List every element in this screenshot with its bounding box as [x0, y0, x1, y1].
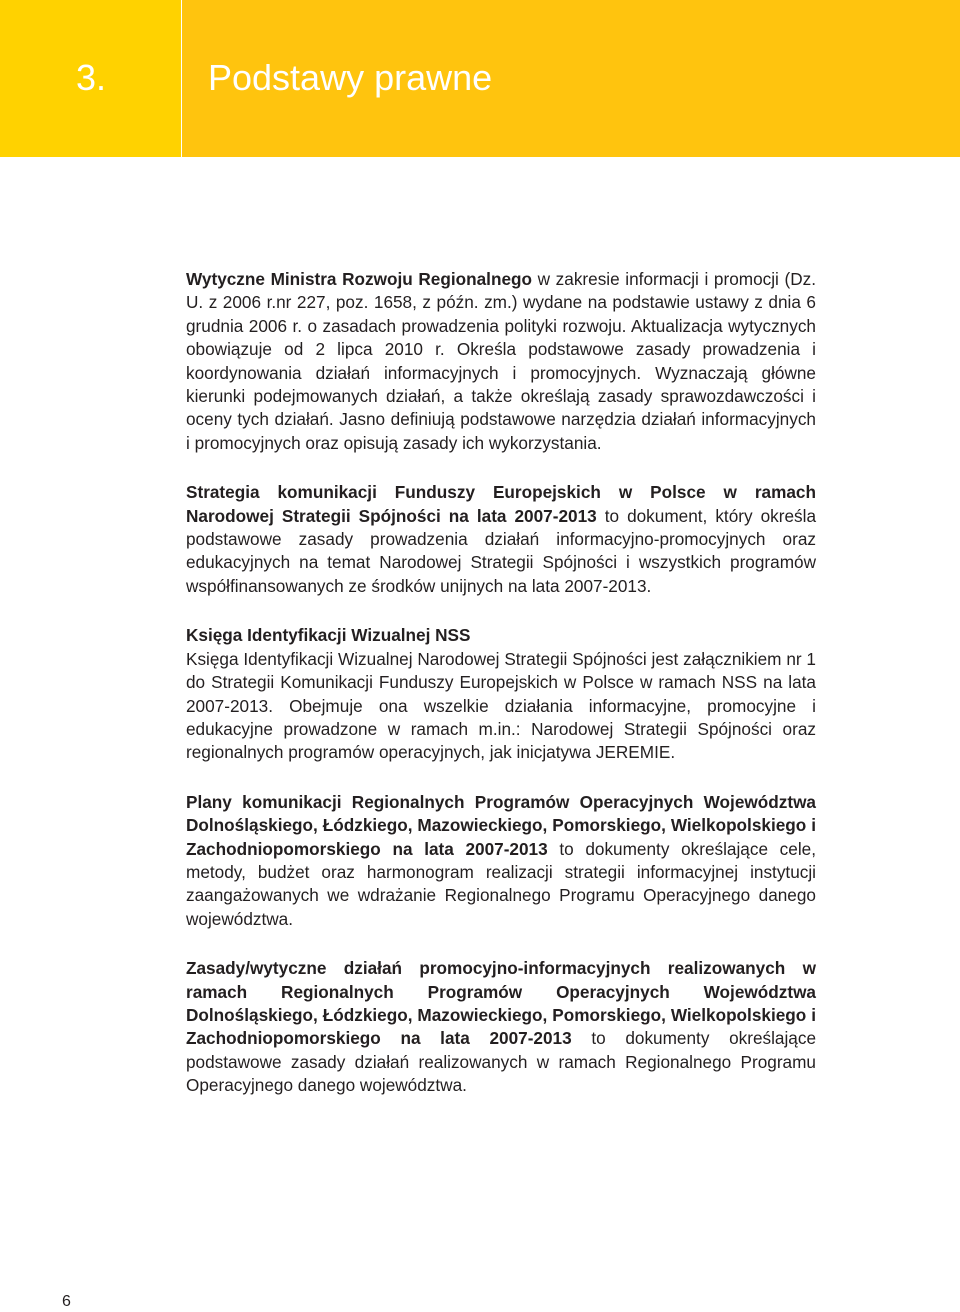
paragraph-strategia: [186, 481, 816, 598]
section-number-box: [0, 0, 181, 157]
paragraph-ksiega: [186, 624, 816, 764]
paragraph-lead: Wytyczne Ministra Rozwoju Regionalnego: [186, 269, 533, 289]
paragraph-lead: Zasady/wytyczne działań promocyjno-informacyjnych realizowanych w ramach Regionalnych Programów Operacyjnych Województwa Dolnośląskiego, Łódzkiego, Mazowieckiego, Pomorskiego, Wielkopolskiego i Zachodniopomorskiego na lata 2007-2013: [186, 958, 816, 1049]
paragraph-body: to dokumenty określające podstawowe zasady działań realizowanych w ramach Regionalnego Programu Operacyjnego danego województwa.: [186, 1028, 817, 1096]
paragraph-body: to dokumenty określające cele, metody, budżet oraz harmonogram realizacji strategii informacyjnej instytucji zaangażowanych we wdrażanie Regionalnego Programu Operacyjnego danego województwa.: [186, 838, 816, 929]
paragraph-lead: Plany komunikacji Regionalnych Programów Operacyjnych Województwa Dolnośląskiego, Łódzkiego, Mazowieckiego, Pomorskiego, Wielkopolskiego i Zachodniopomorskiego na lata 2007-2013: [186, 791, 816, 859]
paragraph-wytyczne: [186, 268, 816, 455]
paragraph-body: w zakresie informacji i promocji (Dz. U. z 2006 r.nr 227, poz. 1658, z późn. zm.) wydane na podstawie ustawy z dnia 6 grudnia 2006 r. o zasadach prowadzenia polityki rozwoju. Aktualizacja wytycznych obowiązuje od 2 lipca 2010 r. Określa podstawowe zasady prowadzenia i koordynowania działań informacyjnych i promocyjnych. Wyznaczają główne kierunki podejmowanych działań, a także określają zasady sprawozdawczości i oceny tych działań. Jasno definiują podstawowe narzędzia działań informacyjnych i promocyjnych oraz opisują zasady ich wykorzystania.: [186, 269, 816, 453]
paragraph-plany: [186, 791, 816, 931]
paragraph-heading: Księga Identyfikacji Wizualnej NSS: [186, 625, 471, 646]
paragraph-lead: Strategia komunikacji Funduszy Europejskich w Polsce w ramach Narodowej Strategii Spójności na lata 2007-2013: [186, 482, 816, 526]
paragraph-body: to dokument, który określa podstawowe zasady prowadzenia działań informacyjno-promocyjnych oraz edukacyjnych na temat Narodowej Strategii Spójności i wszystkich programów współfinansowanych ze środków unijnych na lata 2007-2013.: [186, 505, 817, 596]
chapter-header: [0, 0, 960, 157]
page-number: 6: [62, 1293, 71, 1310]
paragraph-zasady: [186, 957, 816, 1097]
paragraph-body: Księga Identyfikacji Wizualnej Narodowej Strategii Spójności jest załącznikiem nr 1 do Strategii Komunikacji Funduszy Europejskich w Polsce w ramach NSS na lata 2007-2013. Obejmuje ona wszelkie działania informacyjne, promocyjne i edukacyjne prowadzone w ramach m.in.: Narodowej Strategii Spójności oraz regionalnych programów operacyjnych, jak inicjatywa JEREMIE.: [186, 648, 816, 763]
section-title-box: [182, 0, 960, 157]
main-content: [186, 268, 816, 1124]
section-title: Podstawy prawne: [208, 57, 493, 98]
section-number: 3.: [76, 57, 107, 98]
